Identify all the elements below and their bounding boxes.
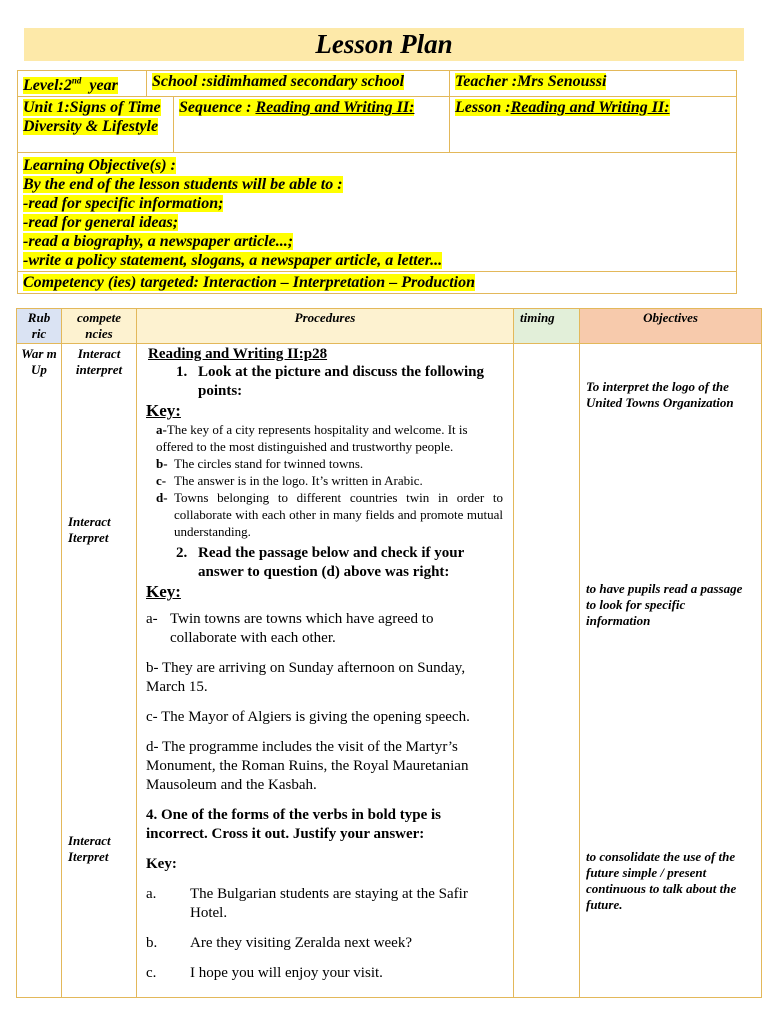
competence-item: Interact Iterpret — [68, 833, 111, 864]
lesson-plan-title: Lesson Plan — [24, 28, 744, 61]
key2-item: b- They are arriving on Sunday afternoon on Sunday, March 15. — [146, 660, 466, 695]
competence-item: Interact interpret — [75, 346, 123, 377]
objective-line: -read for specific information; — [23, 195, 224, 213]
learning-objectives-cell — [18, 153, 737, 272]
key4-item: c. I hope you will enjoy your visit. — [146, 965, 383, 981]
objective-line: -read a biography, a newspaper article...; — [23, 233, 294, 251]
objective-line: By the end of the lesson students will be able to : — [23, 176, 343, 194]
procedures-header: Procedures — [137, 309, 514, 344]
timing-cell — [514, 344, 580, 998]
objective-item: to consolidate the use of the future simple / present continuous to talk about the future. — [586, 849, 737, 912]
key1-item: c- The answer is in the logo. It’s written in Arabic. — [156, 473, 423, 488]
objective-line: Learning Objective(s) : — [23, 157, 176, 175]
lesson-info-table — [17, 70, 737, 294]
teacher-cell: Teacher :Mrs Senoussi — [450, 71, 737, 97]
procedures-cell — [137, 344, 514, 998]
level-cell: Level:2nd year — [18, 71, 147, 97]
question-4: 4. One of the forms of the verbs in bold type is incorrect. Cross it out. Justify your answer: — [146, 807, 441, 842]
competences-header: compete ncies — [62, 309, 137, 344]
key1-item: d- Towns belonging to different countries twin in order to collaborate with each other in many fields and promote mutual understanding. — [156, 490, 503, 539]
key1-item: b- The circles stand for twinned towns. — [156, 456, 364, 471]
question-2: 2. Read the passage below and check if your answer to question (d) above was right: — [176, 545, 464, 580]
competences-cell — [62, 344, 137, 998]
timing-header: timing — [514, 309, 580, 344]
objective-line: -write a policy statement, slogans, a newspaper article, a letter... — [23, 252, 443, 270]
key-label: Key: — [146, 582, 181, 601]
reading-heading: Reading and Writing II:p28 — [148, 346, 328, 362]
unit-cell: Unit 1:Signs of Time Diversity & Lifestyle — [18, 97, 174, 153]
question-1: 1. Look at the picture and discuss the following points: — [176, 364, 485, 399]
key4-item: a. The Bulgarian students are staying at the Safir Hotel. — [146, 886, 468, 921]
key2-item: c- The Mayor of Algiers is giving the opening speech. — [146, 709, 470, 725]
rubric-cell: War m Up — [17, 344, 62, 998]
key-label: Key: — [146, 401, 181, 420]
lesson-cell: Lesson :Reading and Writing II: — [450, 97, 737, 153]
key-label: Key: — [146, 856, 177, 872]
key2-item: d- The programme includes the visit of the Martyr’s Monument, the Roman Ruins, the Royal Mauretanian Mausoleum and the Kasbah. — [146, 739, 469, 793]
objective-item: to have pupils read a passage to look for specific information — [586, 581, 743, 628]
objectives-cell — [580, 344, 762, 998]
key4-item: b. Are they visiting Zeralda next week? — [146, 935, 412, 951]
procedures-table — [16, 308, 762, 998]
objectives-header: Objectives — [580, 309, 762, 344]
key1-item: a-The key of a city represents hospitality and welcome. It is offered to the most distinguished and trustworthy people. — [156, 422, 468, 454]
sequence-cell: Sequence : Reading and Writing II: — [174, 97, 450, 153]
competence-item: Interact Iterpret — [68, 514, 111, 545]
school-cell: School :sidimhamed secondary school — [147, 71, 450, 97]
rubric-header: Rub ric — [17, 309, 62, 344]
competency-cell: Competency (ies) targeted: Interaction – Interpretation – Production — [18, 272, 737, 294]
objective-line: -read for general ideas; — [23, 214, 179, 232]
objective-item: To interpret the logo of the United Towns Organization — [586, 379, 734, 410]
key2-item: a- Twin towns are towns which have agreed to collaborate with each other. — [146, 611, 434, 646]
